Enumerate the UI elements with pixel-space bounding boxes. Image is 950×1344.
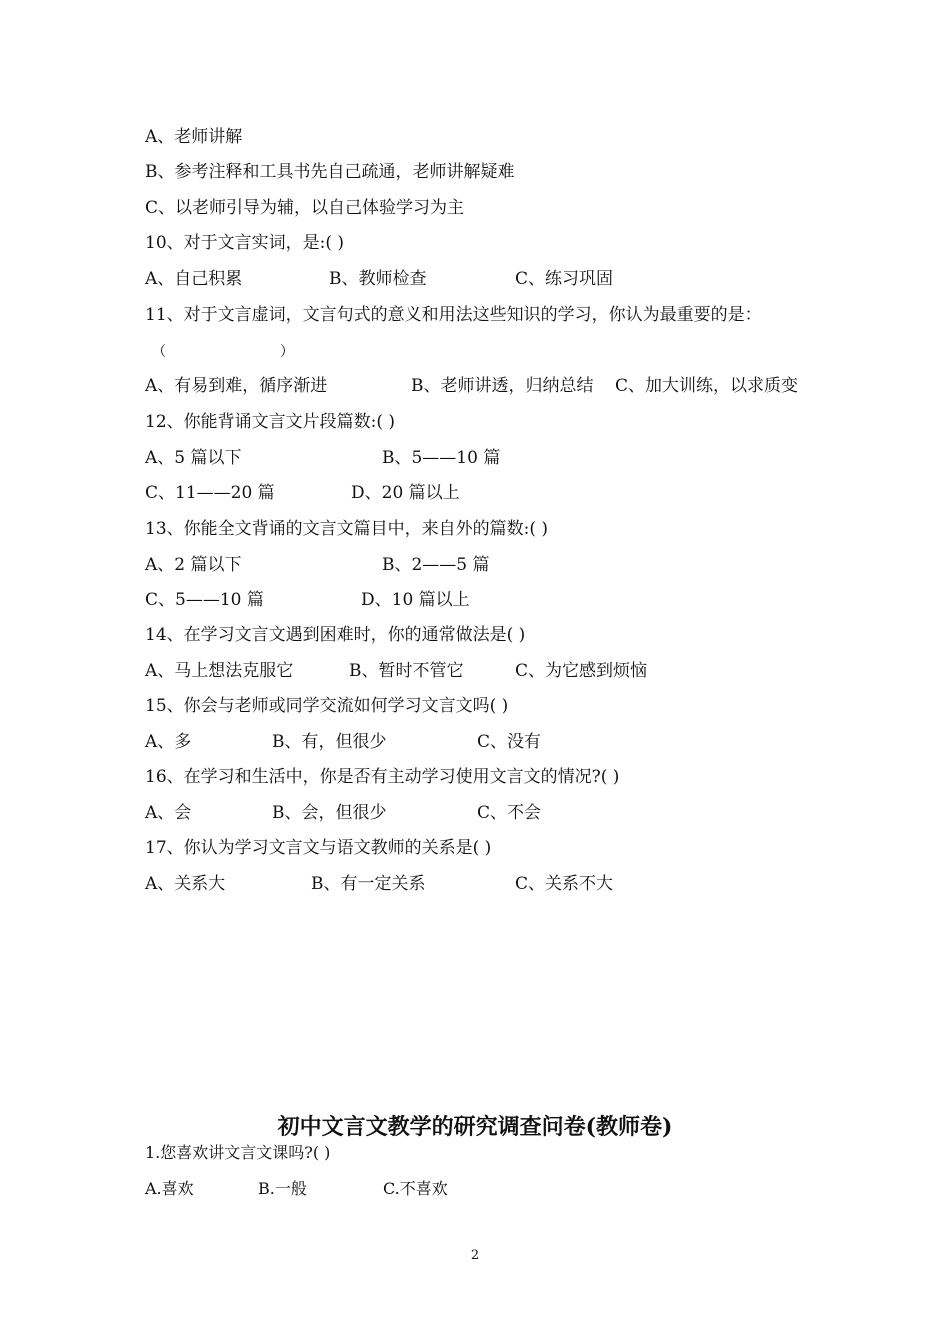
page-number: 2: [470, 1248, 480, 1263]
q13-option-d: D、10 篇以上: [361, 590, 470, 610]
q12-option-b: B、5——10 篇: [382, 448, 501, 468]
q14-option-c: C、为它感到烦恼: [515, 661, 648, 681]
q15-option-b: B、有，但很少: [272, 732, 387, 752]
q9-option-b: B、参考注释和工具书先自己疏通，老师讲解疑难: [145, 162, 515, 182]
q9-option-c: C、以老师引导为辅，以自己体验学习为主: [145, 198, 465, 218]
teacher-q1-option-b: B.一般: [258, 1179, 307, 1198]
q10-option-c: C、练习巩固: [515, 269, 614, 289]
q12-option-a: A、5 篇以下: [145, 448, 242, 468]
q10-option-a: A、自己积累: [145, 269, 243, 289]
q16-option-a: A、会: [145, 803, 192, 823]
q16-option-b: B、会，但很少: [272, 803, 387, 823]
q11-question: 11、对于文言虚词，文言句式的意义和用法这些知识的学习，你认为最重要的是：: [145, 305, 762, 325]
q11-option-c: C、加大训练，以求质变: [615, 376, 799, 396]
q17-option-a: A、关系大: [145, 874, 226, 894]
q11-answer-blank: [152, 341, 294, 363]
q9-option-a: A、老师讲解: [145, 127, 243, 147]
q17-option-c: C、关系不大: [515, 874, 614, 894]
q17-question: 17、你认为学习文言文与语文教师的关系是( ): [145, 838, 492, 858]
q13-question: 13、你能全文背诵的文言文篇目中，来自外的篇数:( ): [145, 519, 549, 539]
q13-option-a: A、2 篇以下: [145, 555, 242, 575]
q12-question: 12、你能背诵文言文片段篇数:( ): [145, 412, 396, 432]
q13-option-c: C、5——10 篇: [145, 590, 264, 610]
teacher-q1-option-a: A.喜欢: [145, 1179, 194, 1198]
q14-option-b: B、暂时不管它: [349, 661, 464, 681]
q16-option-c: C、不会: [477, 803, 542, 823]
q11-paren-open: （: [152, 344, 166, 360]
q11-option-b: B、老师讲透，归纳总结: [411, 376, 594, 396]
q13-option-b: B、2——5 篇: [382, 555, 490, 575]
q11-paren-close: ）: [280, 344, 294, 360]
q10-option-b: B、教师检查: [329, 269, 427, 289]
q12-option-d: D、20 篇以上: [351, 483, 460, 503]
q15-option-a: A、多: [145, 732, 192, 752]
q14-option-a: A、马上想法克服它: [145, 661, 294, 681]
q15-option-c: C、没有: [477, 732, 542, 752]
q17-option-b: B、有一定关系: [311, 874, 426, 894]
teacher-survey-title: 初中文言文教学的研究调查问卷(教师卷): [277, 1114, 673, 1140]
teacher-q1-question: 1.您喜欢讲文言文课吗?( ): [145, 1143, 331, 1162]
q12-option-c: C、11——20 篇: [145, 483, 275, 503]
q16-question: 16、在学习和生活中，你是否有主动学习使用文言文的情况?( ): [145, 767, 620, 787]
teacher-q1-option-c: C.不喜欢: [383, 1179, 448, 1198]
q11-option-a: A、有易到难，循序渐进: [145, 376, 328, 396]
q10-question: 10、对于文言实词，是:( ): [145, 233, 345, 253]
q15-question: 15、你会与老师或同学交流如何学习文言文吗( ): [145, 696, 509, 716]
q14-question: 14、在学习文言文遇到困难时，你的通常做法是( ): [145, 625, 526, 645]
